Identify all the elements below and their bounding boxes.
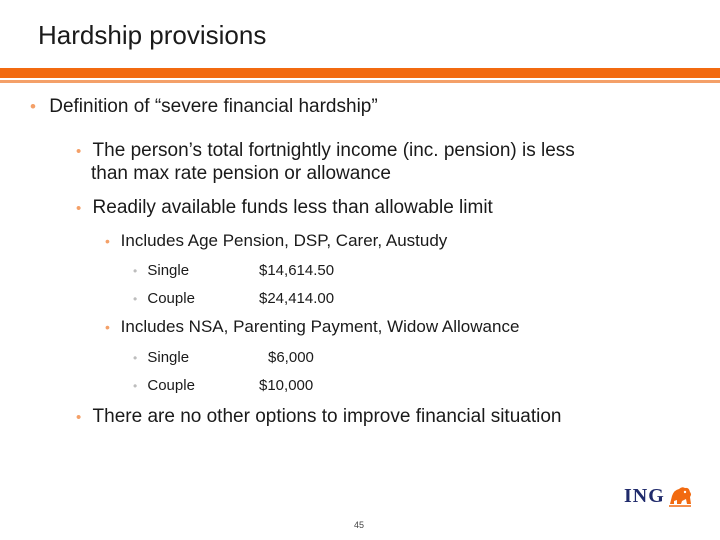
bullet-icon: • [105,319,110,335]
group1-couple-row [133,290,195,307]
bullet-icon: • [133,264,138,278]
bullet-funds [76,197,493,219]
bullet-income [76,140,575,162]
bullet-icon: • [76,200,82,217]
bullet-definition [30,96,378,118]
bullet-text: Includes Age Pension, DSP, Carer, Austudy [120,231,448,250]
rate-label: Couple [147,377,195,394]
bullet-text: Readily available funds less than allowable limit [92,197,493,218]
bullet-no-options [76,406,561,428]
bullet-icon: • [76,143,82,160]
ing-logo [624,484,693,508]
rate-label: Single [147,262,190,279]
bullet-icon: • [133,292,138,306]
slide-title: Hardship provisions [38,20,267,50]
bullet-icon: • [76,409,82,426]
page-number: 45 [354,520,365,530]
rate-value: $14,614.50 [259,262,335,279]
rate-value: $10,000 [259,377,314,394]
lion-icon [667,484,693,508]
bullet-text: Includes NSA, Parenting Payment, Widow Allowance [120,317,520,336]
bullet-group2 [105,317,519,337]
bullet-income-continued: than max rate pension or allowance [91,163,391,184]
rate-value: $24,414.00 [259,290,335,307]
group2-couple-row [133,377,195,394]
rate-label: Couple [147,290,195,307]
bullet-icon: • [133,379,138,393]
bullet-group1 [105,231,447,251]
group1-single-row [133,262,189,279]
bullet-text: There are no other options to improve financial situation [92,406,562,427]
rate-value: $6,000 [268,349,314,366]
rate-label: Single [147,349,190,366]
bullet-icon: • [105,233,110,249]
title-divider [0,68,720,78]
bullet-text: The person’s total fortnightly income (inc. pension) is less [92,140,575,161]
bullet-icon: • [133,351,138,365]
title-divider-thin [0,80,720,83]
group2-single-row [133,349,189,366]
bullet-text: Definition of “severe financial hardship” [49,96,378,117]
logo-text: ING [624,484,665,507]
bullet-icon: • [30,97,36,116]
